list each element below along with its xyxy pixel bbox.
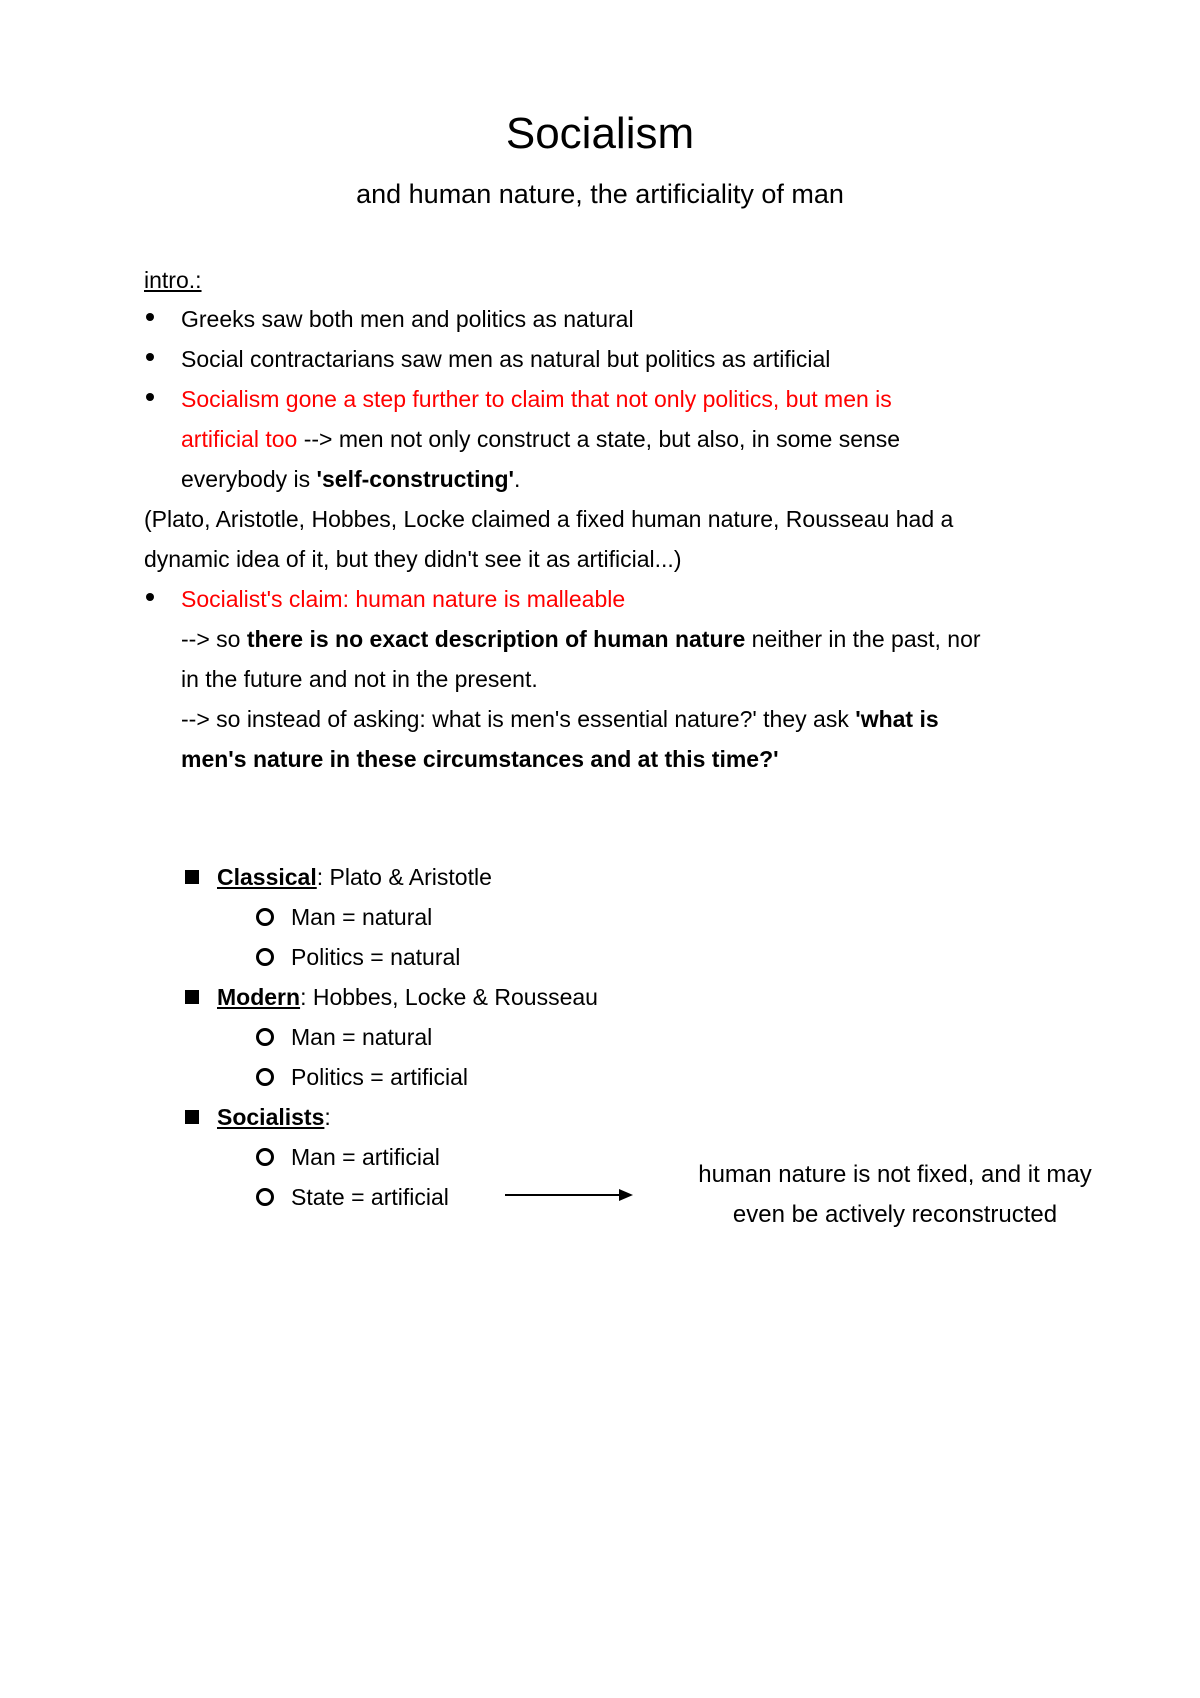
intro-bullet-4-line-2 [181,619,981,659]
intro-paren-line-1: (Plato, Aristotle, Hobbes, Locke claimed a fixed human nature, Rousseau had a [144,506,954,532]
outline-modern-man: Man = natural [291,1024,433,1050]
outline-classical [217,857,492,897]
intro-bullet-4-bold-text: there is no exact description of human nature [246,626,746,652]
circle-bullet-icon [256,948,274,966]
intro-bullet-4-pre-text: --> so [181,626,247,652]
outline-socialists-rest: : [324,1104,331,1130]
outline-socialists-label: Socialists [217,1104,325,1130]
intro-bullet-4-line-4 [181,699,939,739]
bullet-icon [146,593,154,601]
circle-bullet-icon [256,1188,274,1206]
intro-heading: intro.: [144,267,202,293]
circle-bullet-icon [256,1028,274,1046]
circle-bullet-icon [256,1068,274,1086]
document-subtitle: and human nature, the artificiality of man [356,179,844,209]
conclusion-note [645,1155,1145,1235]
intro-bullet-4-line-5: men's nature in these circumstances and at this time?' [181,746,779,772]
intro-bullet-1: Greeks saw both men and politics as natural [181,306,634,332]
outline-classical-rest: : Plato & Aristotle [316,864,492,890]
intro-bullet-4-post-text: neither in the past, nor [745,626,981,652]
intro-bullet-2: Social contractarians saw men as natural but politics as artificial [181,346,831,372]
conclusion-note-line-1: human nature is not fixed, and it may [698,1161,1092,1188]
outline-classical-politics: Politics = natural [291,944,461,970]
intro-bullet-3-line-2 [181,419,900,459]
intro-bullet-3-line-3 [181,459,520,499]
intro-bullet-4-line-3: in the future and not in the present. [181,666,538,692]
intro-bullet-4-line-1: Socialist's claim: human nature is malleable [181,586,626,612]
bullet-icon [146,313,154,321]
outline-socialists-state: State = artificial [291,1184,449,1210]
circle-bullet-icon [256,908,274,926]
bullet-icon [146,353,154,361]
intro-bullet-4-question-text: --> so instead of asking: what is men's essential nature?' they ask [181,706,856,732]
outline-modern [217,977,598,1017]
intro-paren-line-2: dynamic idea of it, but they didn't see it as artificial...) [144,546,682,572]
intro-bullet-3-pre-text: everybody is [181,466,317,492]
intro-bullet-3-rest-text: --> men not only construct a state, but also, in some sense [297,426,901,452]
conclusion-note-line-2: even be actively reconstructed [732,1201,1058,1228]
intro-bullet-3-post-text: . [514,466,521,492]
outline-classical-man: Man = natural [291,904,433,930]
outline-modern-politics: Politics = artificial [291,1064,469,1090]
document-title: Socialism [505,109,695,158]
right-arrow-icon [505,1186,635,1204]
bullet-icon [146,393,154,401]
intro-bullet-3-bold-text: 'self-constructing' [316,466,515,492]
outline-socialists [217,1097,331,1137]
outline-modern-rest: : Hobbes, Locke & Rousseau [300,984,598,1010]
intro-bullet-3-red-text: artificial too [181,426,298,452]
square-bullet-icon [185,870,199,884]
square-bullet-icon [185,990,199,1004]
square-bullet-icon [185,1110,199,1124]
outline-modern-label: Modern [217,984,301,1010]
intro-bullet-4-bold-question: 'what is [855,706,939,732]
intro-bullet-3-line-1: Socialism gone a step further to claim that not only politics, but men is [181,386,892,412]
outline-classical-label: Classical [217,864,317,890]
circle-bullet-icon [256,1148,274,1166]
outline-socialists-man: Man = artificial [291,1144,440,1170]
